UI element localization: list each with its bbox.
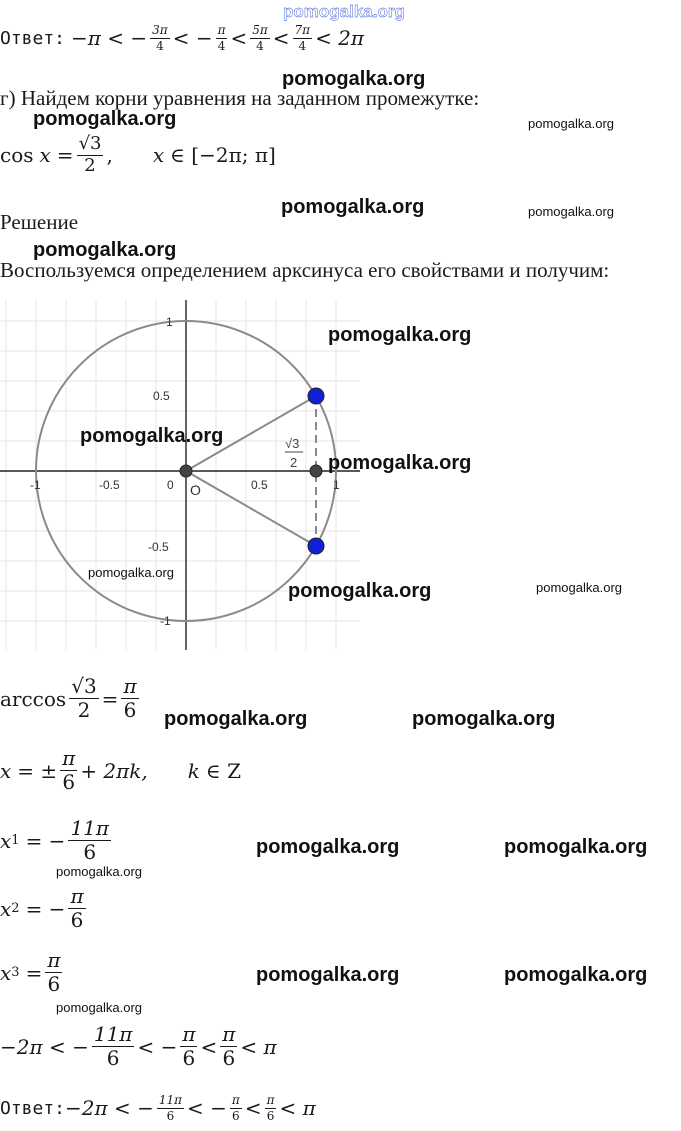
watermark: pomogalka.org [536, 580, 622, 595]
answer-lead: −π < − [71, 26, 148, 51]
fraction: $\frac{5\pi}{4}$ [252, 23, 268, 53]
watermark-top: pomogalka.org [283, 2, 405, 21]
watermark: pomogalka.org [281, 196, 425, 218]
watermark: pomogalka.org [282, 68, 426, 90]
answer-line-1: Ответ: −π < − $\frac{3\pi}{4}$ < − $\frac{\pi}{4}$ < $\frac{5\pi}{4}$ < $\frac{7\pi}{4}$ < 2π [0, 23, 365, 53]
watermark: pomogalka.org [33, 108, 177, 130]
watermark: pomogalka.org [328, 324, 472, 346]
watermark: pomogalka.org [256, 964, 400, 986]
y-tick-label: -0.5 [148, 540, 169, 554]
fraction: $\frac{\pi}{4}$ [217, 23, 226, 53]
answer-label: Ответ: [0, 27, 66, 49]
fraction: $\frac{\pi}{6}$ [62, 746, 76, 794]
y-tick-label: 1 [166, 315, 173, 329]
fraction: $\frac{√3}{2}$ [71, 674, 97, 722]
origin-point [180, 465, 192, 477]
upper-point [308, 388, 324, 404]
fraction: $\frac{\pi}{6}$ [70, 884, 84, 932]
answer-line-2: Ответ: −2π < − $\frac{11\pi}{6}$ < − $\frac{\pi}{6}$ < $\frac{\pi}{6}$ < π [0, 1093, 316, 1123]
watermark: pomogalka.org [328, 452, 472, 474]
watermark: pomogalka.org [56, 864, 142, 879]
answer-label: Ответ: [0, 1097, 66, 1119]
fraction: $\frac{\pi}{6}$ [47, 948, 61, 996]
point-label-num: √3 [285, 436, 300, 451]
fraction: $\frac{11\pi}{6}$ [70, 816, 110, 864]
watermark: pomogalka.org [412, 708, 556, 730]
lower-point [308, 538, 324, 554]
fraction: $\frac{7\pi}{4}$ [294, 23, 311, 53]
watermark: pomogalka.org [88, 565, 174, 580]
fraction: $\frac{11\pi}{6}$ [93, 1022, 133, 1070]
fraction: $\frac{\pi}{6}$ [231, 1093, 240, 1123]
fraction: $\frac{√3}{2}$ [78, 133, 102, 176]
watermark: pomogalka.org [288, 580, 432, 602]
general-solution-line: x = ± $\frac{\pi}{6}$ + 2π k, k ∈ Z [0, 746, 241, 794]
inequality-chain: −2π < − $\frac{11\pi}{6}$ < − $\frac{\pi}{6}$ < $\frac{\pi}{6}$ < π [0, 1022, 277, 1070]
watermark: pomogalka.org [528, 204, 614, 219]
fraction: $\frac{\pi}{6}$ [222, 1022, 236, 1070]
axis-point [310, 465, 322, 477]
x-tick-label: 0.5 [251, 478, 268, 492]
fraction: $\frac{\pi}{6}$ [182, 1022, 196, 1070]
origin-label: O [190, 482, 201, 498]
watermark: pomogalka.org [80, 425, 224, 447]
fraction: $\frac{\pi}{6}$ [123, 674, 137, 722]
watermark: pomogalka.org [33, 239, 177, 261]
watermark: pomogalka.org [164, 708, 308, 730]
root-x3: x 3 = $\frac{\pi}{6}$ [0, 948, 61, 996]
y-tick-label: 0.5 [153, 389, 170, 403]
root-x2: x 2 = − $\frac{\pi}{6}$ [0, 884, 84, 932]
explanation-text: Воспользуемся определением арксинуса его свойствами и получим: [0, 258, 610, 282]
x-tick-label: -1 [30, 478, 41, 492]
watermark: pomogalka.org [256, 836, 400, 858]
solution-label: Решение [0, 210, 79, 234]
equation-line: cos x = $\frac{√3}{2}$ , x ∈ [−2π; π] [0, 133, 276, 176]
y-tick-label: -1 [160, 614, 171, 628]
point-label-den: 2 [290, 455, 298, 470]
fraction: $\frac{3\pi}{4}$ [152, 23, 168, 53]
watermark: pomogalka.org [528, 116, 614, 131]
watermark: pomogalka.org [504, 836, 648, 858]
arccos-line: arccos $\frac{√3}{2}$ = $\frac{\pi}{6}$ [0, 674, 137, 722]
fraction: $\frac{11\pi}{6}$ [158, 1093, 183, 1123]
x-tick-label: 1 [333, 478, 340, 492]
root-x1: x 1 = − $\frac{11\pi}{6}$ [0, 816, 110, 864]
watermark: pomogalka.org [56, 1000, 142, 1015]
fraction: $\frac{\pi}{6}$ [266, 1093, 275, 1123]
x-tick-label: 0 [167, 478, 174, 492]
section-heading: г) Найдем корни уравнения на заданном промежутке: [0, 86, 480, 110]
x-tick-label: -0.5 [99, 478, 120, 492]
watermark: pomogalka.org [504, 964, 648, 986]
